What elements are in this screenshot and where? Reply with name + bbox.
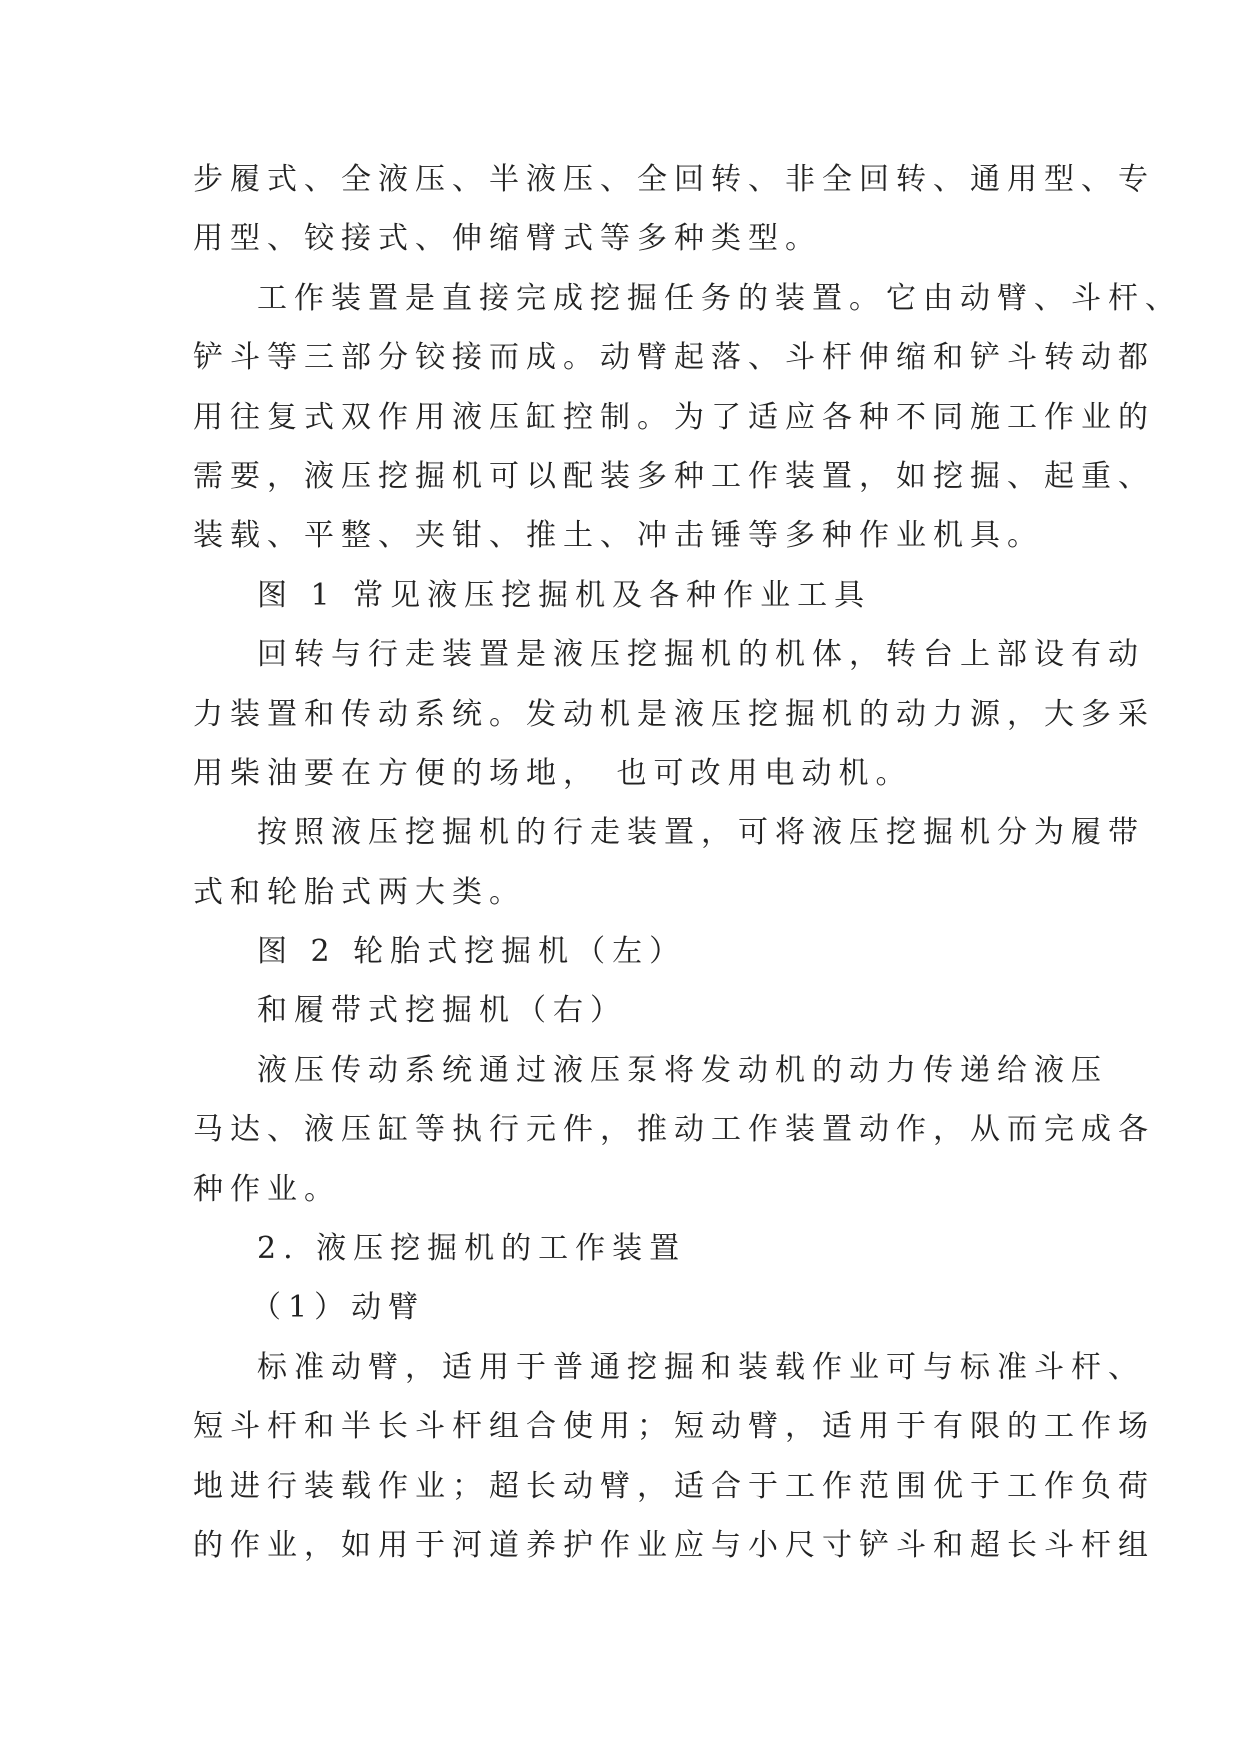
- text-line: 需要，液压挖掘机可以配装多种工作装置，如挖掘、起重、: [193, 458, 1155, 494]
- text-line: 短斗杆和半长斗杆组合使用；短动臂，适用于有限的工作场: [193, 1409, 1155, 1445]
- figure-caption: 图 1 常见液压挖掘机及各种作业工具: [257, 577, 872, 613]
- text-line: 步履式、全液压、半液压、全回转、非全回转、通用型、专: [193, 162, 1155, 197]
- text-line: 用柴油要在方便的场地， 也可改用电动机。: [193, 755, 913, 791]
- text-line: 力装置和传动系统。发动机是液压挖掘机的动力源，大多采: [193, 696, 1155, 732]
- paragraph-start: 回转与行走装置是液压挖掘机的机体，转台上部设有动: [257, 637, 1145, 673]
- text-line: 装载、平整、夹钳、推土、冲击锤等多种作业机具。: [193, 518, 1044, 554]
- document-body: [193, 150, 1182, 1575]
- figure-caption: 和履带式挖掘机（右）: [257, 993, 627, 1029]
- text-line: 地进行装载作业；超长动臂，适合于工作范围优于工作负荷: [193, 1468, 1155, 1504]
- paragraph-start: 工作装置是直接完成挖掘任务的装置。它由动臂、斗杆、: [257, 280, 1182, 316]
- text-line: 的作业，如用于河道养护作业应与小尺寸铲斗和超长斗杆组: [193, 1527, 1155, 1563]
- figure-caption: 图 2 轮胎式挖掘机（左）: [257, 934, 687, 970]
- section-heading: 2. 液压挖掘机的工作装置: [257, 1231, 687, 1267]
- subsection-heading: （1）动臂: [251, 1290, 426, 1326]
- text-line: 铲斗等三部分铰接而成。动臂起落、斗杆伸缩和铲斗转动都: [193, 340, 1155, 376]
- text-line: 马达、液压缸等执行元件，推动工作装置动作，从而完成各: [193, 1112, 1155, 1148]
- text-line: 种作业。: [193, 1171, 341, 1207]
- text-line: 用往复式双作用液压缸控制。为了适应各种不同施工作业的: [193, 399, 1155, 435]
- text-line: 式和轮胎式两大类。: [193, 874, 526, 910]
- paragraph-start: 标准动臂，适用于普通挖掘和装载作业可与标准斗杆、: [257, 1349, 1145, 1385]
- paragraph-start: 按照液压挖掘机的行走装置，可将液压挖掘机分为履带: [257, 815, 1145, 851]
- text-line: 用型、铰接式、伸缩臂式等多种类型。: [193, 221, 822, 257]
- paragraph-start: 液压传动系统通过液压泵将发动机的动力传递给液压: [257, 1052, 1108, 1088]
